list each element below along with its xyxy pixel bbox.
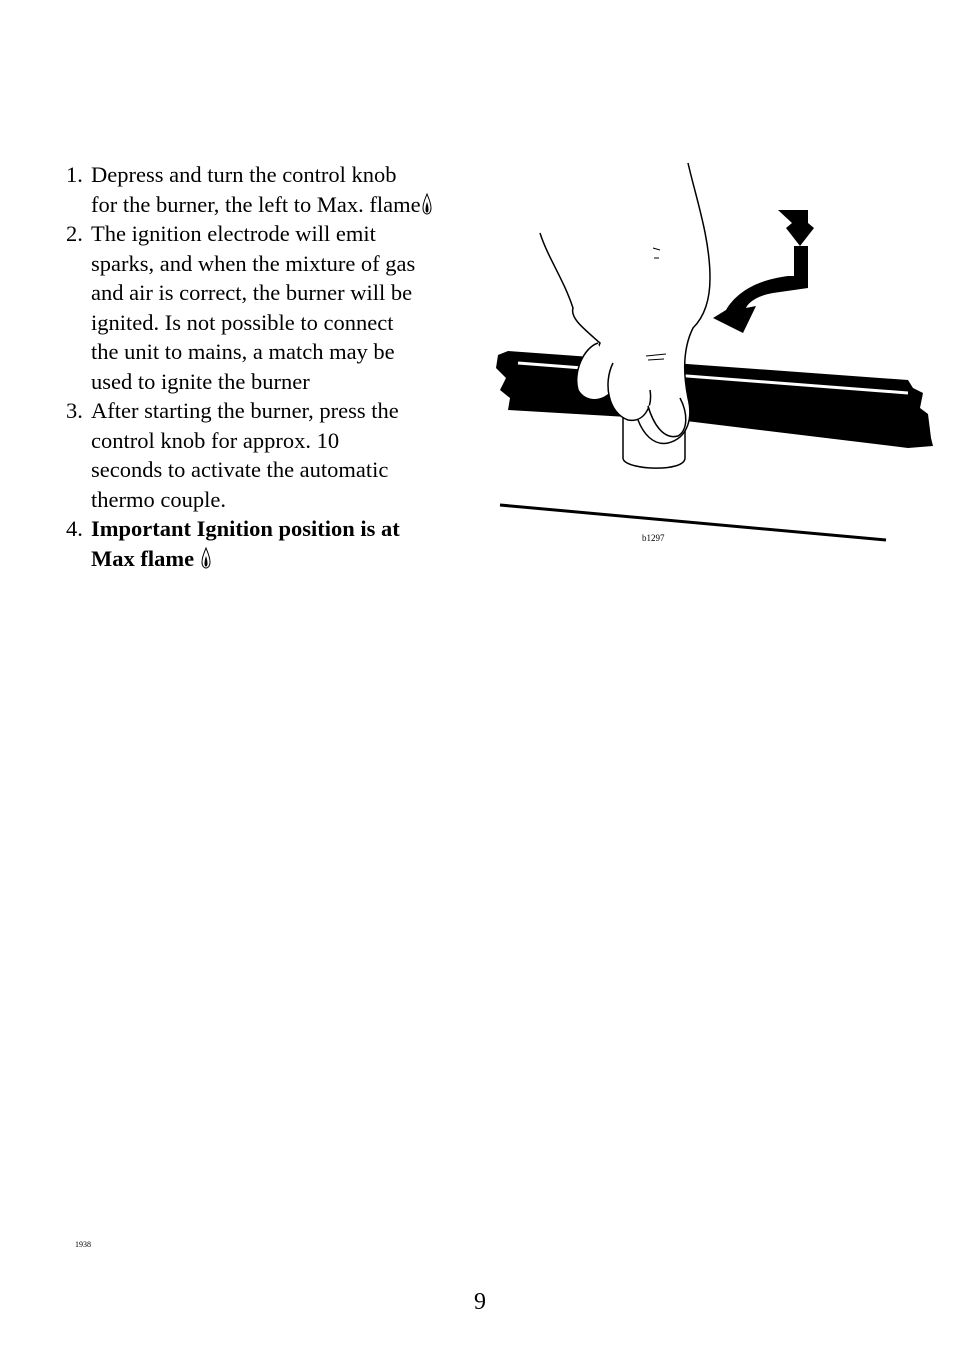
step-number: 2. xyxy=(66,221,83,246)
step-line: used to ignite the burner xyxy=(91,368,310,394)
step-text xyxy=(91,514,486,573)
step-line: Depress and turn the control knob xyxy=(91,162,397,187)
document-code: 1938 xyxy=(75,1240,91,1249)
step-line: Important Ignition position is at xyxy=(91,516,400,541)
instruction-list xyxy=(66,160,486,573)
step-number: 1. xyxy=(66,162,83,187)
step-line: thermo couple. xyxy=(91,486,226,512)
flame-icon xyxy=(422,193,432,215)
step-line: for the burner, the left to Max. flame xyxy=(91,191,421,217)
instruction-step-3 xyxy=(66,396,486,514)
step-number: 3. xyxy=(66,398,83,423)
push-turn-arrow xyxy=(713,210,814,333)
step-text xyxy=(91,219,486,396)
flame-icon xyxy=(201,547,211,569)
step-line: the unit to mains, a match may be xyxy=(91,339,395,364)
step-line: and air is correct, the burner will be xyxy=(91,280,413,305)
illustration-drawing xyxy=(488,158,938,553)
step-text xyxy=(91,160,486,219)
hand-pressing-knob-illustration xyxy=(488,158,938,553)
instruction-step-4 xyxy=(66,514,486,573)
figure-code: b1297 xyxy=(642,533,665,543)
step-number: 4. xyxy=(66,516,83,541)
step-line: ignited. Is not possible to connect xyxy=(91,309,394,335)
step-line: Max flame xyxy=(91,545,195,571)
page-number: 9 xyxy=(474,1289,486,1315)
step-text xyxy=(91,396,486,514)
step-line: sparks, and when the mixture of gas xyxy=(91,250,416,276)
instruction-step-1 xyxy=(66,160,486,219)
baseline-rule xyxy=(500,505,886,540)
step-line: The ignition electrode will emit xyxy=(91,221,376,246)
step-line: After starting the burner, press the xyxy=(91,398,399,423)
instruction-step-2 xyxy=(66,219,486,396)
step-line: seconds to activate the automatic xyxy=(91,457,389,482)
step-line: control knob for approx. 10 xyxy=(91,427,340,453)
